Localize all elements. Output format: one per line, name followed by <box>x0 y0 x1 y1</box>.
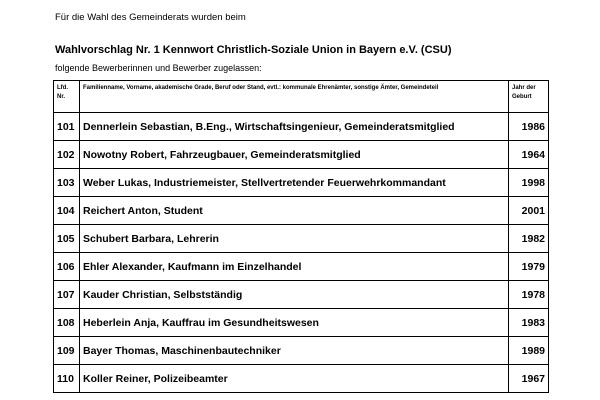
candidate-details: Heberlein Anja, Kauffrau im Gesundheitswesen <box>80 309 509 337</box>
table-row <box>54 309 549 337</box>
intro-text: Für die Wahl des Gemeinderats wurden beim <box>55 12 246 23</box>
admitted-candidates-subheading: folgende Bewerberinnen und Bewerber zugelassen: <box>55 63 262 73</box>
candidate-birth-year: 1986 <box>509 113 549 141</box>
candidate-birth-year: 1964 <box>509 141 549 169</box>
candidate-number: 106 <box>54 253 80 281</box>
table-row <box>54 253 549 281</box>
table-header <box>54 81 549 113</box>
table-row <box>54 169 549 197</box>
candidate-details: Bayer Thomas, Maschinenbautechniker <box>80 337 509 365</box>
candidate-details: Nowotny Robert, Fahrzeugbauer, Gemeinderatsmitglied <box>80 141 509 169</box>
table-row <box>54 337 549 365</box>
header-serial-number: Lfd. Nr. <box>54 81 80 113</box>
table-row <box>54 281 549 309</box>
header-candidate-details: Familienname, Vorname, akademische Grade, Beruf oder Stand, evtl.: kommunale Ehrenämter, sonstige Ämter, Gemeindeteil <box>80 81 509 113</box>
candidate-number: 103 <box>54 169 80 197</box>
candidate-birth-year: 1989 <box>509 337 549 365</box>
candidate-birth-year: 2001 <box>509 197 549 225</box>
candidate-details: Weber Lukas, Industriemeister, Stellvertretender Feuerwehrkommandant <box>80 169 509 197</box>
candidate-number: 105 <box>54 225 80 253</box>
candidate-number: 104 <box>54 197 80 225</box>
candidate-details: Schubert Barbara, Lehrerin <box>80 225 509 253</box>
candidate-birth-year: 1978 <box>509 281 549 309</box>
candidate-details: Reichert Anton, Student <box>80 197 509 225</box>
table-row <box>54 113 549 141</box>
candidate-birth-year: 1998 <box>509 169 549 197</box>
candidate-birth-year: 1979 <box>509 253 549 281</box>
candidate-birth-year: 1983 <box>509 309 549 337</box>
election-proposal-heading: Wahlvorschlag Nr. 1 Kennwort Christlich-Soziale Union in Bayern e.V. (CSU) <box>55 44 452 56</box>
table-header-row <box>54 81 549 113</box>
candidate-details: Kauder Christian, Selbstständig <box>80 281 509 309</box>
table-row <box>54 141 549 169</box>
candidate-details: Koller Reiner, Polizeibeamter <box>80 365 509 393</box>
candidate-birth-year: 1982 <box>509 225 549 253</box>
candidate-details: Dennerlein Sebastian, B.Eng., Wirtschaftsingenieur, Gemeinderatsmitglied <box>80 113 509 141</box>
candidates-table <box>53 80 549 393</box>
candidate-number: 101 <box>54 113 80 141</box>
header-birth-year: Jahr der Geburt <box>509 81 549 113</box>
candidate-number: 107 <box>54 281 80 309</box>
table-row <box>54 365 549 393</box>
candidate-number: 109 <box>54 337 80 365</box>
table-body <box>54 113 549 393</box>
candidate-number: 108 <box>54 309 80 337</box>
candidate-number: 110 <box>54 365 80 393</box>
table-row <box>54 197 549 225</box>
candidate-birth-year: 1967 <box>509 365 549 393</box>
candidate-number: 102 <box>54 141 80 169</box>
table-row <box>54 225 549 253</box>
candidate-details: Ehler Alexander, Kaufmann im Einzelhandel <box>80 253 509 281</box>
